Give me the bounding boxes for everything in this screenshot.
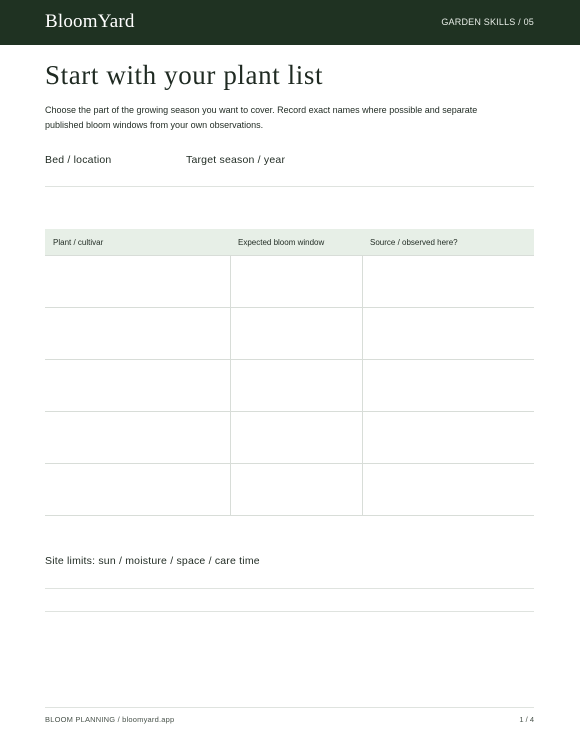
fill-in-line[interactable] (45, 186, 534, 187)
source-cell[interactable] (362, 256, 534, 308)
plant-cell[interactable] (45, 256, 230, 308)
target-season-label: Target season / year (186, 154, 286, 166)
plant-list-table (45, 229, 534, 516)
table-header-row (45, 229, 534, 256)
column-header-plant: Plant / cultivar (45, 229, 230, 256)
fill-in-line[interactable] (45, 611, 534, 612)
table-row (45, 256, 534, 308)
bed-location-label: Bed / location (45, 154, 112, 166)
page-title: Start with your plant list (45, 60, 324, 90)
footer-divider (45, 707, 534, 708)
plant-cell[interactable] (45, 360, 230, 412)
brand-logo: BloomYard (45, 11, 135, 32)
section-tag: GARDEN SKILLS / 05 (441, 17, 534, 27)
site-limits-label: Site limits: sun / moisture / space / care time (45, 555, 260, 567)
plant-cell[interactable] (45, 464, 230, 516)
footer-text: BLOOM PLANNING / bloomyard.app (45, 715, 175, 724)
plant-cell[interactable] (45, 308, 230, 360)
fill-in-line[interactable] (45, 588, 534, 589)
bloom-window-cell[interactable] (230, 412, 362, 464)
column-header-bloom-window: Expected bloom window (230, 229, 362, 256)
source-cell[interactable] (362, 360, 534, 412)
bloom-window-cell[interactable] (230, 256, 362, 308)
page-header (0, 0, 580, 45)
source-cell[interactable] (362, 308, 534, 360)
table-row (45, 308, 534, 360)
page-number: 1 / 4 (519, 715, 534, 724)
table-row (45, 464, 534, 516)
source-cell[interactable] (362, 464, 534, 516)
table-row (45, 412, 534, 464)
intro-text: Choose the part of the growing season you want to cover. Record exact names where possible and separate published bloom windows from your own observations. (45, 105, 478, 130)
bloom-window-cell[interactable] (230, 360, 362, 412)
column-header-source: Source / observed here? (362, 229, 534, 256)
bloom-window-cell[interactable] (230, 308, 362, 360)
table-row (45, 360, 534, 412)
source-cell[interactable] (362, 412, 534, 464)
bloom-window-cell[interactable] (230, 464, 362, 516)
plant-cell[interactable] (45, 412, 230, 464)
